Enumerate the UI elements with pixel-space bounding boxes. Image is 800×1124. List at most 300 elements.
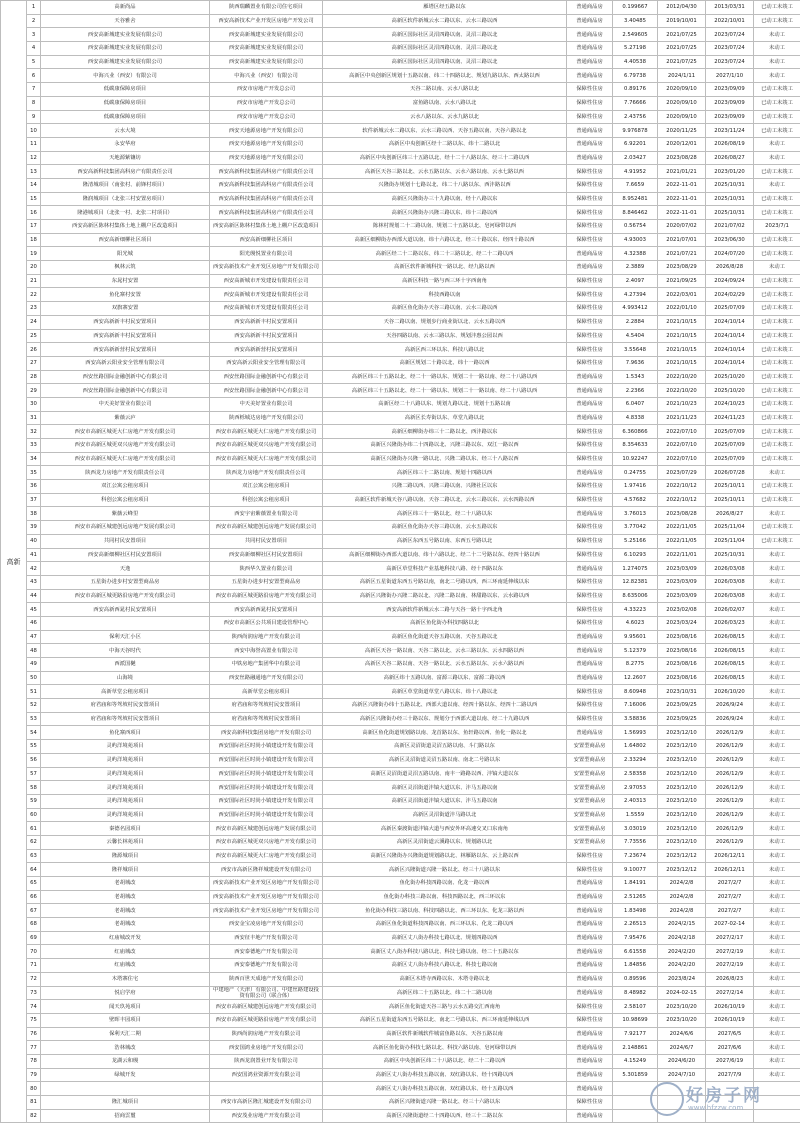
table-row [1,439,800,453]
status-cell: 未动工 [754,575,800,589]
developer-cell: 府君庙和等驾坡村民安置项目 [210,699,323,713]
row-number-cell: 24 [27,315,41,329]
housing-type-cell: 保障性住房 [567,315,613,329]
status-cell: 未动工 [754,726,800,740]
project-name-cell: 隆清城项目（南张村、前锋村项目） [41,178,210,192]
end-date-cell: 2027-02-14 [706,918,754,932]
status-cell: 已动工未竣工 [754,247,800,261]
developer-cell: 陕西百世天成地产开发有限公司 [210,972,323,986]
status-cell: 已动工未竣工 [754,452,800,466]
status-cell: 未动工 [754,740,800,754]
status-cell: 未动工 [754,945,800,959]
status-cell: 已动工未竣工 [754,343,800,357]
location-cell: 科技西路以南 [323,288,567,302]
start-date-cell: 2023/12/10 [658,794,706,808]
end-date-cell: 2025/10/31 [706,178,754,192]
status-cell: 已动工未竣工 [754,425,800,439]
end-date-cell: 2026/8/23 [706,972,754,986]
row-number-cell: 32 [27,425,41,439]
area-cell: 8.2775 [613,658,658,672]
status-cell: 未动工 [754,466,800,480]
start-date-cell: 2021/10/15 [658,315,706,329]
end-date-cell: 2026/8/28 [706,261,754,275]
table-row [1,835,800,849]
status-cell: 已动工未竣工 [754,83,800,97]
status-cell: 已动工未竣工 [754,493,800,507]
table-row [1,1000,800,1014]
start-date-cell: 2022-11-01 [658,178,706,192]
status-cell: 未动工 [754,959,800,973]
developer-cell: 西安高新城建实业发展有限公司 [210,42,323,56]
project-name-cell: 陕西龙力房地产开发有限责任公司 [41,466,210,480]
housing-type-cell: 保障性住房 [567,534,613,548]
start-date-cell: 2023/12/10 [658,740,706,754]
area-cell: 4.27394 [613,288,658,302]
row-number-cell: 46 [27,616,41,630]
table-row [1,918,800,932]
location-cell: 高新区纬三十五路以北、经二十一路以东、规划二十一路以南、经二十八路以西 [323,370,567,384]
end-date-cell: 2026/12/11 [706,863,754,877]
table-row [1,1027,800,1041]
watermark-text: 好房子网 [686,1086,762,1107]
project-name-cell: 低碳康保障房项目 [41,96,210,110]
developer-cell: 西安市高新区城建创远房地产发展有限公司 [210,822,323,836]
project-name-cell: 保利天汇二期 [41,1027,210,1041]
housing-type-cell: 保障性住房 [567,452,613,466]
table-row [1,28,800,42]
start-date-cell: 2023/09/25 [658,712,706,726]
location-cell: 鱼化街办科技四路以南、化龙一路以西 [323,877,567,891]
start-date-cell: 2024/2/15 [658,918,706,932]
area-cell: 4.32388 [613,247,658,261]
location-cell: 高新区兴隆街办兴隆一路以北、兴隆二路以东、经三十八路以西 [323,452,567,466]
row-number-cell: 52 [27,699,41,713]
developer-cell [210,1082,323,1096]
table-row [1,658,800,672]
end-date-cell: 2023/09/09 [706,96,754,110]
project-name-cell: 山海境 [41,671,210,685]
start-date-cell: 2020/09/10 [658,83,706,97]
project-name-cell: 老胡城改 [41,904,210,918]
start-date-cell: 2022/03/01 [658,288,706,302]
start-date-cell: 2023/08/16 [658,671,706,685]
table-row [1,794,800,808]
developer-cell: 西安市高新区城更双兴房地产开发有限公司 [210,835,323,849]
status-cell: 已动工未竣工 [754,110,800,124]
developer-cell: 西安金宝凌房地产开发有限公司 [210,918,323,932]
table-row [1,42,800,56]
table-row [1,261,800,275]
housing-type-cell: 安置型商品房 [567,835,613,849]
area-cell: 9.95601 [613,630,658,644]
table-row [1,685,800,699]
project-name-cell: 绿城开发 [41,1068,210,1082]
developer-cell: 高新草堂公租房项目 [210,685,323,699]
end-date-cell: 2024/10/14 [706,329,754,343]
area-cell: 7.92177 [613,1027,658,1041]
end-date-cell: 2027/6/6 [706,1041,754,1055]
row-number-cell: 8 [27,96,41,110]
housing-type-cell: 保障性住房 [567,712,613,726]
area-cell: 6.92201 [613,137,658,151]
housing-type-cell: 普通商品房 [567,384,613,398]
project-name-cell: 红庙城改开发 [41,931,210,945]
developer-cell: 西安丝路国际金融创新中心有限公司 [210,384,323,398]
status-cell: 未动工 [754,1013,800,1027]
housing-type-cell: 保障性住房 [567,425,613,439]
table-row [1,302,800,316]
housing-type-cell: 保障性住房 [567,288,613,302]
end-date-cell: 2025/07/09 [706,302,754,316]
housing-type-cell: 普通商品房 [567,877,613,891]
start-date-cell: 2012/04/30 [658,1,706,15]
area-cell: 10.98699 [613,1013,658,1027]
housing-type-cell: 保障性住房 [567,96,613,110]
area-cell: 2.2884 [613,315,658,329]
area-cell: 4.8338 [613,411,658,425]
row-number-cell: 31 [27,411,41,425]
end-date-cell: 2026/9/24 [706,712,754,726]
table-row [1,1054,800,1068]
housing-type-cell: 普通商品房 [567,918,613,932]
end-date-cell: 2023/01/20 [706,165,754,179]
location-cell: 高新区灵沼街道沣镐大道以东、沣马五路以南 [323,781,567,795]
end-date-cell: 2024/07/20 [706,247,754,261]
table-row [1,959,800,973]
location-cell: 高新区草堂科技产业基地科技八路、经十四路以东 [323,562,567,576]
table-row [1,83,800,97]
table-row [1,986,800,1000]
area-cell: 0.89596 [613,972,658,986]
status-cell: 未动工 [754,753,800,767]
table-row [1,726,800,740]
project-name-cell: 紫薇云庐 [41,411,210,425]
location-cell: 高新区兴隆街办兴隆三路以东、纬十三路以西 [323,206,567,220]
area-cell: 4.57682 [613,493,658,507]
developer-cell: 西安高新技术产业开发区房地产开发有限公司 [210,904,323,918]
row-number-cell: 34 [27,452,41,466]
location-cell: 高新区灵沼街道云溪路以东、规划路以北 [323,835,567,849]
area-cell: 4.6023 [613,616,658,630]
area-cell: 4.93003 [613,233,658,247]
developer-cell: 共同村民安置项目 [210,534,323,548]
area-cell: 8.60948 [613,685,658,699]
row-number-cell: 53 [27,712,41,726]
row-number-cell: 43 [27,575,41,589]
project-name-cell: 西安市高新区城建创远房地产发展有限公司 [41,521,210,535]
end-date-cell: 2023/07/24 [706,28,754,42]
start-date-cell: 2021/11/23 [658,411,706,425]
status-cell: 未动工 [754,1027,800,1041]
end-date-cell: 2026/12/9 [706,835,754,849]
start-date-cell: 2022/10/20 [658,370,706,384]
end-date-cell: 2021/07/02 [706,220,754,234]
status-cell: 未动工 [754,137,800,151]
status-cell: 未动工 [754,151,800,165]
start-date-cell: 2024/2/8 [658,877,706,891]
table-row [1,96,800,110]
area-cell: 3.58836 [613,712,658,726]
area-cell: 8.354633 [613,439,658,453]
start-date-cell: 2022-11-01 [658,206,706,220]
start-date-cell: 2022/10/20 [658,384,706,398]
table-row [1,534,800,548]
status-cell: 未动工 [754,1041,800,1055]
status-cell: 2023/7/1 [754,220,800,234]
row-number-cell: 81 [27,1096,41,1110]
end-date-cell: 2026/12/9 [706,822,754,836]
table-row [1,507,800,521]
project-name-cell: 西安市高新区城更双兴房地产开发有限公司 [41,439,210,453]
project-name-cell: 云水大境 [41,124,210,138]
row-number-cell: 76 [27,1027,41,1041]
project-name-cell: 高新尚品 [41,1,210,15]
project-name-cell: 老胡城改 [41,918,210,932]
row-number-cell: 63 [27,849,41,863]
table-row [1,178,800,192]
row-number-cell: 1 [27,1,41,15]
housing-type-cell: 安置型商品房 [567,781,613,795]
table-row [1,425,800,439]
status-cell: 已动工未竣工 [754,165,800,179]
row-number-cell: 2 [27,14,41,28]
row-number-cell: 47 [27,630,41,644]
start-date-cell: 2023/09/25 [658,699,706,713]
developer-cell: 五星街办进步村安置型商品房 [210,575,323,589]
table-row [1,822,800,836]
end-date-cell: 2026/03/23 [706,616,754,630]
location-cell: 高新区纬二十五路以北、纬二十二路以南 [323,986,567,1000]
area-cell: 0.24755 [613,466,658,480]
area-cell: 3.03019 [613,822,658,836]
location-cell: 高新区兴隆街道兴隆一路以北、经三十六路以东 [323,1096,567,1110]
end-date-cell: 2023/06/30 [706,233,754,247]
area-cell: 4.5404 [613,329,658,343]
row-number-cell: 40 [27,534,41,548]
status-cell: 未动工 [754,644,800,658]
project-name-cell: 灵屿洋境苑项目 [41,808,210,822]
start-date-cell: 2022/11/05 [658,534,706,548]
table-row [1,808,800,822]
table-row [1,288,800,302]
start-date-cell: 2021/10/15 [658,329,706,343]
start-date-cell: 2020/11/25 [658,124,706,138]
row-number-cell: 61 [27,822,41,836]
area-cell: 1.84856 [613,959,658,973]
developer-cell: 西安征丰地产开发有限公司 [210,931,323,945]
project-name-cell: 龙湖云和缦 [41,1054,210,1068]
housing-type-cell: 普通商品房 [567,1027,613,1041]
start-date-cell: 2022/01/10 [658,302,706,316]
developer-cell: 西安丝路国际金融创新中心有限公司 [210,370,323,384]
housing-type-cell: 保障性住房 [567,302,613,316]
table-row [1,548,800,562]
location-cell: 陈林村规划二十二路以南、规划二十五路以北、皂河绿带以西 [323,220,567,234]
row-number-cell: 74 [27,1000,41,1014]
area-cell: 2.03427 [613,151,658,165]
project-name-cell: 科创公寓公租房项目 [41,493,210,507]
status-cell: 已动工未竣工 [754,480,800,494]
developer-cell: 西安天地源房地产开发有限公司 [210,137,323,151]
location-cell: 高新区软件新城天谷八路以南、天谷二路以北、云水三路以东、云水四路以西 [323,493,567,507]
area-cell: 7.95476 [613,931,658,945]
status-cell: 已动工未竣工 [754,124,800,138]
project-name-cell: 府君庙和等驾坡村民安置项目 [41,699,210,713]
status-cell: 未动工 [754,794,800,808]
developer-cell: 西安高新细柳社区村民安置项目 [210,548,323,562]
project-name-cell: 西安高新细柳社区项目 [41,233,210,247]
status-cell: 已动工未竣工 [754,534,800,548]
location-cell: 高新区科技一路与西三环十字西南角 [323,274,567,288]
row-number-cell: 59 [27,794,41,808]
area-cell: 10.92247 [613,452,658,466]
start-date-cell: 2023/07/29 [658,466,706,480]
location-cell: 高新区灵沼街道灵沼五路以南、南北二号路以东 [323,753,567,767]
end-date-cell: 2026/03/08 [706,575,754,589]
area-cell: 0.89176 [613,83,658,97]
project-name-cell [41,616,210,630]
developer-cell: 中海兴业（西安）有限公司 [210,69,323,83]
status-cell: 未动工 [754,781,800,795]
location-cell: 西安高新软件新城云水二路与天谷一路十字西北角 [323,603,567,617]
end-date-cell: 2027/2/7 [706,904,754,918]
project-name-cell: 鱼化寨西项目 [41,726,210,740]
status-cell: 已动工未竣工 [754,302,800,316]
project-name-cell: 灵屿洋境苑项目 [41,767,210,781]
location-cell: 高新区灵沼街道沣马路以北 [323,808,567,822]
row-number-cell: 25 [27,329,41,343]
end-date-cell: 2026/10/20 [706,685,754,699]
start-date-cell: 2022/07/10 [658,425,706,439]
project-name-cell: 灵屿洋境苑项目 [41,794,210,808]
status-cell: 未动工 [754,630,800,644]
table-row [1,849,800,863]
status-cell: 未动工 [754,658,800,672]
project-name-cell: 隆润城项目（北张三村安置房项目） [41,192,210,206]
location-cell: 高新区经二十八路以东、规划九路以北、规划十五路以南 [323,397,567,411]
start-date-cell: 2021/07/21 [658,247,706,261]
developer-cell: 陕西栎城达房地产开发有限公司 [210,411,323,425]
project-name-cell: 西安市高新区城更大仁房地产开发有限公司 [41,452,210,466]
housing-type-cell: 普通商品房 [567,658,613,672]
status-cell: 未动工 [754,877,800,891]
row-number-cell: 36 [27,480,41,494]
developer-cell: 西安市高新区城更大仁房地产开发有限公司 [210,452,323,466]
area-cell: 4.15249 [613,1054,658,1068]
project-name-cell: 双旗寨安置 [41,302,210,316]
location-cell: 高新区纬三十五路以北、经二十一路以东、规划二十一路以南、经二十八路以西 [323,384,567,398]
developer-cell: 西安高新新丰村民安置项目 [210,315,323,329]
housing-type-cell: 普通商品房 [567,1054,613,1068]
project-name-cell: 隆祥城项目 [41,863,210,877]
start-date-cell: 2021/10/23 [658,397,706,411]
housing-type-cell: 保障性住房 [567,863,613,877]
table-row [1,1013,800,1027]
status-cell: 未动工 [754,507,800,521]
location-cell: 高新区鱼化街办天谷三路以南、云水五路以东 [323,521,567,535]
status-cell: 未动工 [754,548,800,562]
area-cell: 0.56754 [613,220,658,234]
table-row [1,233,800,247]
developer-cell: 西安国际社区时尚小镇建设开发有限公司 [210,753,323,767]
start-date-cell: 2023/10/20 [658,1013,706,1027]
row-number-cell: 58 [27,781,41,795]
end-date-cell: 2025/10/11 [706,480,754,494]
project-name-cell: 西安市高新区城更路沿房地产开发有限公司 [41,589,210,603]
end-date-cell: 2027/2/19 [706,959,754,973]
row-number-cell: 16 [27,206,41,220]
row-number-cell: 12 [27,151,41,165]
area-cell: 6.10293 [613,548,658,562]
developer-cell: 西安市高新区公共项目建设管理中心 [210,616,323,630]
developer-cell: 西安高新城市开发建设有限责任公司 [210,288,323,302]
start-date-cell: 2020/12/01 [658,137,706,151]
developer-cell: 陕西龙力房地产开发有限责任公司 [210,466,323,480]
developer-cell: 西安高新科技集团高科房产有限责任公司 [210,192,323,206]
project-name-cell: 西安高新科技集团高科房产有限责任公司 [41,165,210,179]
row-number-cell: 7 [27,83,41,97]
developer-cell: 西安高新新丰村民安置项目 [210,329,323,343]
end-date-cell: 2024/02/29 [706,288,754,302]
project-name-cell: 西安高新云阳业安全管理有限公司 [41,356,210,370]
area-cell: 1.84191 [613,877,658,891]
row-number-cell: 75 [27,1013,41,1027]
table-row [1,753,800,767]
end-date-cell: 2023/07/24 [706,42,754,56]
developer-cell: 西安国际社区时尚小镇建设开发有限公司 [210,808,323,822]
start-date-cell: 2024-02-15 [658,986,706,1000]
area-cell: 2.97053 [613,781,658,795]
start-date-cell: 2023/12/10 [658,835,706,849]
row-number-cell: 27 [27,356,41,370]
end-date-cell: 2026/12/9 [706,808,754,822]
row-number-cell: 45 [27,603,41,617]
end-date-cell: 2026/12/9 [706,753,754,767]
housing-type-cell: 普通商品房 [567,972,613,986]
project-name-cell: 鱼化寨村安置 [41,288,210,302]
status-cell: 未动工 [754,986,800,1000]
start-date-cell: 2023/12/10 [658,808,706,822]
table-row [1,329,800,343]
project-name-cell: 隆汇城项目 [41,1096,210,1110]
status-cell: 未动工 [754,699,800,713]
status-cell: 已动工未竣工 [754,356,800,370]
housing-type-cell: 普通商品房 [567,124,613,138]
area-cell: 12.82381 [613,575,658,589]
housing-type-cell: 普通商品房 [567,42,613,56]
developer-cell: 陕西龙润置业开发有限公司 [210,1054,323,1068]
area-cell: 7.76666 [613,96,658,110]
status-cell: 已动工未竣工 [754,274,800,288]
status-cell: 未动工 [754,767,800,781]
developer-cell: 西安高新云阳业安全管理有限公司 [210,356,323,370]
end-date-cell: 2026/08/19 [706,137,754,151]
end-date-cell: 2027/2/14 [706,986,754,1000]
project-name-cell: 天逸 [41,562,210,576]
project-name-cell: 西安高新西晁村民安置项目 [41,603,210,617]
developer-cell: 西安高新城市开发建设有限责任公司 [210,274,323,288]
row-number-cell: 33 [27,439,41,453]
area-cell: 2.2366 [613,384,658,398]
table-row [1,397,800,411]
end-date-cell: 2025/07/09 [706,439,754,453]
project-name-cell: 双江公寓公租房项目 [41,480,210,494]
housing-type-cell: 保障性住房 [567,603,613,617]
housing-type-cell: 保障性住房 [567,165,613,179]
status-cell: 未动工 [754,685,800,699]
location-cell: 高新区草堂街道草堂八路以东、纬十八路以北 [323,685,567,699]
start-date-cell: 2021/10/15 [658,343,706,357]
